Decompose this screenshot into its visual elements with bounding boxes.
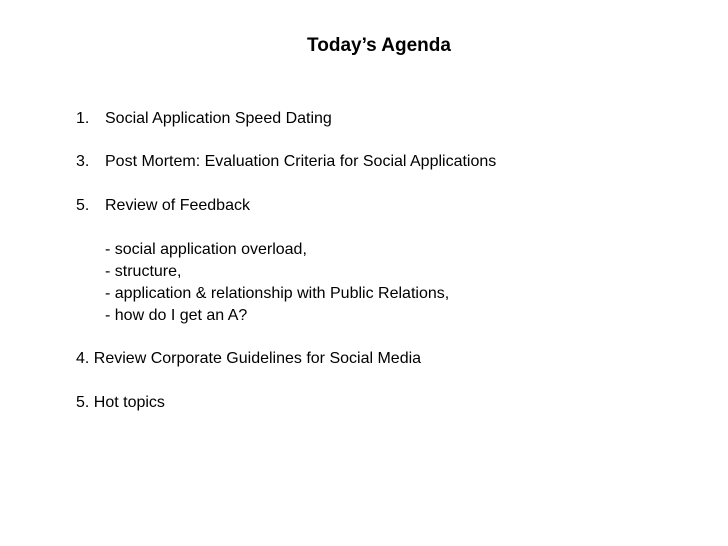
item-text: Social Application Speed Dating [105,110,332,127]
feedback-subitem: - how do I get an A? [105,307,248,324]
agenda-item [76,109,576,129]
item-number: 1. [76,110,90,127]
agenda-item [76,152,576,172]
item-number: 5. [76,197,90,214]
agenda-item: 4. Review Corporate Guidelines for Social Media [76,350,422,367]
feedback-subitem: - application & relationship with Public Relations, [105,285,450,302]
feedback-subitem: - social application overload, [105,241,307,258]
item-text: Post Mortem: Evaluation Criteria for Social Applications [105,153,497,170]
item-number: 3. [76,153,90,170]
agenda-item [76,196,576,216]
slide-title: Today’s Agenda [307,35,451,56]
feedback-subitem: - structure, [105,263,182,280]
item-text: Review of Feedback [105,197,250,214]
agenda-item: 5. Hot topics [76,394,165,411]
